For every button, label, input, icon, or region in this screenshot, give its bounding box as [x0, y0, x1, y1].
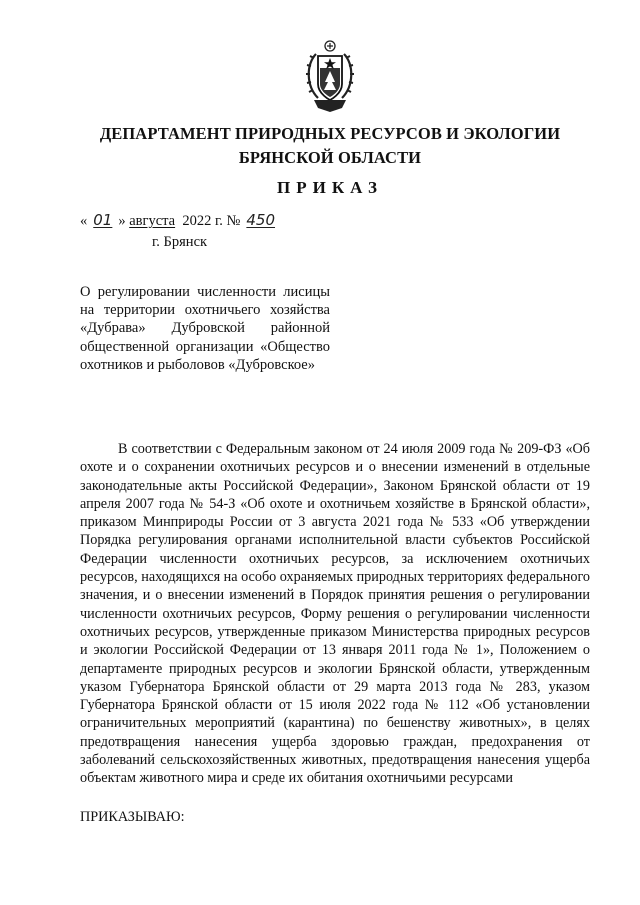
bryansk-coat-of-arms-icon [302, 38, 358, 114]
order-date-line [80, 211, 281, 230]
department-title-line1: ДЕПАРТАМЕНТ ПРИРОДНЫХ РЕСУРСОВ И ЭКОЛОГИИ [99, 124, 561, 143]
order-title: ПРИКАЗ [277, 178, 383, 197]
department-title-line2: БРЯНСКОЙ ОБЛАСТИ [238, 148, 422, 167]
order-body-paragraph: В соответствии с Федеральным законом от 24 июля 2009 года № 209-ФЗ «Об охоте и о сохранении охотничьих ресурсов и о внесении изменений в отдельные законодательные акты Российской Федерации», Законом Брянской области от 19 апреля 2007 года № 54-З «Об охоте и охотничьем хозяйстве в Брянской области», приказом Минприроды России от 3 августа 2021 года № 533 «Об утверждении Порядка регулирования органами исполнительной власти субъектов Российской Федерации численности охотничьих ресурсов, за исключением охотничьих ресурсов, находящихся на особо охраняемых природных территориях федерального значения, и о внесении изменений в Порядок принятия решения о регулировании численности охотничьих ресурсов, Форму решения о регулировании численности охотничьих ресурсов, утвержденные приказом Министерства природных ресурсов и экологии Российской Федерации от 13 января 2011 года № 1», Положением о департаменте природных ресурсов и экологии Брянской области, утвержденным указом Губернатора Брянской области от 29 марта 2013 года № 283, указом Губернатора Брянской области от 15 июля 2022 года № 112 «Об установлении ограничительных мероприятий (карантина) по бешенству животных», в целях предотвращения нанесения ущерба здоровью граждан, предохранения от заболеваний сельскохозяйственных животных, предотвращения нанесения ущерба объектам животного мира и среде их обитания охотничьими ресурсами [80, 441, 590, 787]
department-title [60, 122, 600, 170]
order-directive: ПРИКАЗЫВАЮ: [80, 809, 185, 825]
quote-open: « [80, 213, 88, 229]
order-month: августа [129, 213, 176, 229]
order-day: 01 [93, 211, 113, 229]
order-number: 450 [246, 211, 276, 229]
order-subject: О регулировании численности лисицы на территории охотничьего хозяйства «Дубрава» Дубровской районной общественной организации «Общество охотников и рыболовов «Дубровское» [80, 284, 330, 373]
quote-close: » [118, 213, 126, 229]
order-city: г. Брянск [152, 234, 208, 250]
order-year: 2022 г. № [182, 213, 241, 229]
